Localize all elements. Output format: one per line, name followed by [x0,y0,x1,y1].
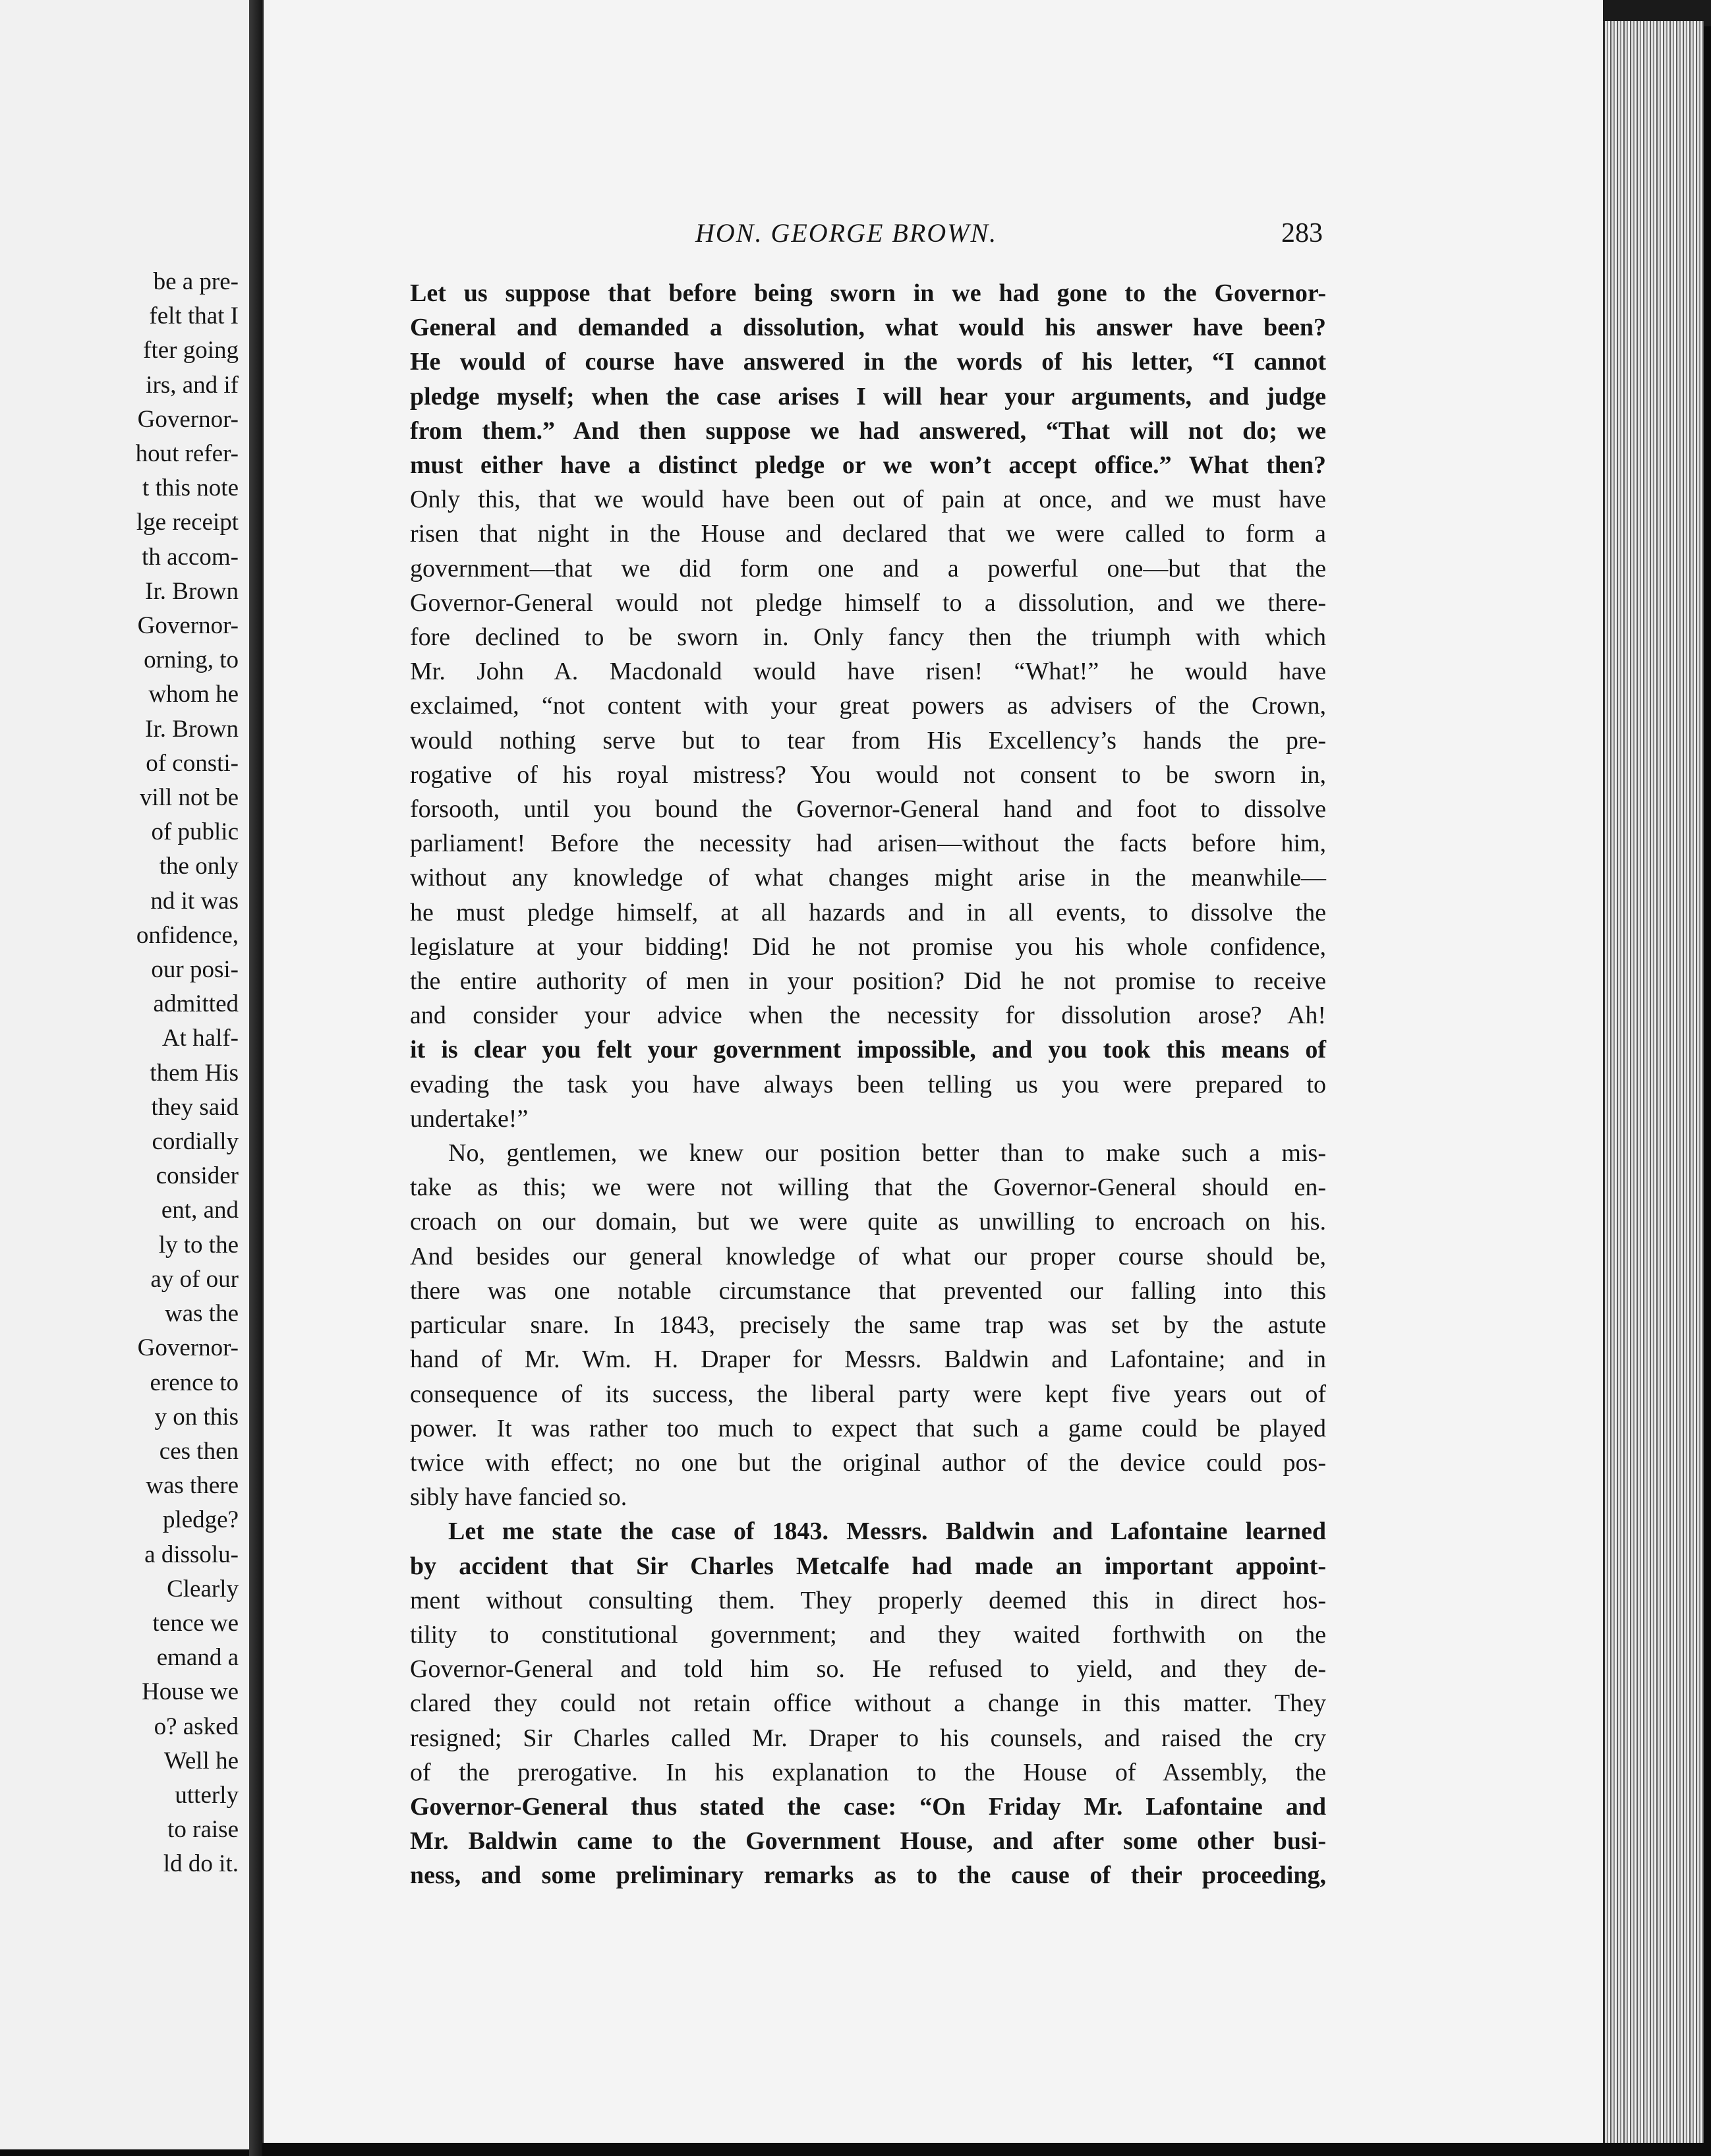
running-head: HON. GEORGE BROWN. [695,218,998,248]
text-line: ness, and some preliminary remarks as to the cause of their proceeding, [410,1861,1326,1890]
left-page-line: felt that I [149,302,239,330]
text-line: pledge myself; when the case arises I will hear your arguments, and judge [410,382,1326,411]
left-page-fragment [0,0,252,2149]
text-line: rogative of his royal mistress? You would not consent to be sworn in, [410,760,1326,789]
left-page-line: o? asked [154,1713,239,1740]
left-page-line: ly to the [158,1231,239,1259]
text-line: twice with effect; no one but the original author of the device could pos- [410,1448,1326,1477]
text-line: from them.” And then suppose we had answered, “That will not do; we [410,416,1326,445]
left-page-line: At half- [161,1025,239,1052]
text-line: particular snare. In 1843, precisely the same trap was set by the astute [410,1311,1326,1340]
left-page-line: Ir. Brown [145,577,239,605]
text-line: must either have a distinct pledge or we won’t accept office.” What then? [410,451,1326,480]
text-line: it is clear you felt your government impossible, and you took this means of [410,1036,1326,1064]
text-line: exclaimed, “not content with your great powers as advisers of the Crown, [410,692,1326,720]
left-page-line: hout refer- [135,440,239,468]
text-line: undertake!” [410,1104,529,1133]
left-page-line: admitted [153,990,239,1018]
book-page-edges [1603,21,1704,2143]
left-page-line: ld do it. [163,1850,239,1878]
text-line: hand of Mr. Wm. H. Draper for Messrs. Baldwin and Lafontaine; and in [410,1346,1326,1374]
left-page-line: consider [156,1162,239,1190]
text-line: Governor-General and told him so. He refused to yield, and they de- [410,1655,1326,1684]
left-page-line: onfidence, [136,921,239,949]
text-line: ment without consulting them. They properly deemed this in direct hos- [410,1586,1326,1614]
text-line: take as this; we were not willing that the Governor-General should en- [410,1174,1326,1202]
text-line: Governor-General would not pledge himself to a dissolution, and we there- [410,588,1326,617]
left-page-line: y on this [154,1403,239,1431]
left-page-line: t this note [142,474,239,502]
left-page-line: fter going [143,337,239,364]
left-page-line: erence to [150,1369,239,1396]
left-page-line: emand a [156,1644,239,1672]
text-line: croach on our domain, but we were quite as unwilling to encroach on his. [410,1208,1326,1236]
text-line: risen that night in the House and declared that we were called to form a [410,520,1326,548]
left-page-line: tence we [152,1609,239,1637]
left-page-line: orning, to [144,646,239,674]
left-page-line: was there [146,1472,239,1500]
text-line: evading the task you have always been telling us you were prepared to [410,1070,1326,1098]
text-line: Only this, that we would have been out of pain at once, and we must have [410,486,1326,514]
left-page-line: Ir. Brown [145,715,239,743]
left-page-line: Governor- [137,612,239,640]
left-page-line: th accom- [142,543,239,571]
text-line: tility to constitutional government; and they waited forthwith on the [410,1620,1326,1649]
text-line: government—that we did form one and a powerful one—but that the [410,554,1326,582]
left-page-line: utterly [175,1781,239,1809]
text-line: without any knowledge of what changes might arise in the meanwhile— [410,864,1326,892]
left-page-line: ces then [159,1437,239,1465]
left-page-line: be a pre- [153,268,239,295]
page-number: 283 [1281,218,1323,248]
text-line: the entire authority of men in your position? Did he not promise to receive [410,967,1326,996]
left-page-text [0,265,239,1882]
left-page-line: cordially [152,1128,239,1156]
left-page-line: whom he [148,681,239,708]
left-page-line: lge receipt [136,509,239,536]
left-page-line: pledge? [162,1506,239,1534]
left-page-line: House we [142,1678,239,1706]
text-line: fore declined to be sworn in. Only fancy then the triumph with which [410,623,1326,652]
left-page-line: a dissolu- [144,1541,239,1568]
text-line: by accident that Sir Charles Metcalfe had made an important appoint- [410,1552,1326,1580]
text-line: and consider your advice when the necessity for dissolution arose? Ah! [410,1002,1326,1030]
body-text [410,276,1326,1893]
text-line: legislature at your bidding! Did he not promise you his whole confidence, [410,932,1326,961]
text-line: Let me state the case of 1843. Messrs. Baldwin and Lafontaine learned [448,1518,1326,1546]
left-page-line: them His [150,1059,239,1087]
left-page-line: nd it was [150,887,239,915]
left-page-line: to raise [167,1816,239,1844]
text-line: Let us suppose that before being sworn in we had gone to the Governor- [410,279,1326,307]
left-page-line: vill not be [139,784,239,812]
text-line: Mr. Baldwin came to the Government House, and after some other busi- [410,1827,1326,1856]
text-line: of the prerogative. In his explanation to the House of Assembly, the [410,1758,1326,1786]
text-line: there was one notable circumstance that prevented our falling into this [410,1276,1326,1305]
text-line: No, gentlemen, we knew our position better than to make such a mis- [448,1139,1326,1168]
text-line: clared they could not retain office without a change in this matter. They [410,1689,1326,1718]
text-line: General and demanded a dissolution, what would his answer have been? [410,314,1326,342]
left-page-line: of consti- [146,749,239,777]
text-line: power. It was rather too much to expect that such a game could be played [410,1414,1326,1442]
text-line: sibly have fancied so. [410,1483,627,1512]
text-line: He would of course have answered in the words of his letter, “I cannot [410,348,1326,376]
left-page-line: was the [165,1300,239,1328]
left-page-line: Clearly [167,1575,239,1603]
left-page-line: Governor- [137,405,239,433]
text-line: Mr. John A. Macdonald would have risen! “What!” he would have [410,658,1326,686]
left-page-line: ay of our [150,1265,239,1293]
text-line: resigned; Sir Charles called Mr. Draper to his counsels, and raised the cry [410,1724,1326,1752]
left-page-line: Well he [163,1747,239,1774]
text-line: would nothing serve but to tear from His Excellency’s hands the pre- [410,726,1326,754]
left-page-line: of public [151,818,239,846]
book-gutter [249,0,262,2156]
left-page-line: irs, and if [146,371,239,399]
text-line: parliament! Before the necessity had arisen—without the facts before him, [410,830,1326,858]
left-page-line: ent, and [161,1197,239,1224]
text-line: consequence of its success, the liberal party were kept five years out of [410,1380,1326,1408]
left-page-line: the only [159,853,239,880]
text-line: Governor-General thus stated the case: “On Friday Mr. Lafontaine and [410,1792,1326,1821]
left-page-line: they said [151,1093,239,1121]
left-page-line: Governor- [137,1334,239,1362]
text-line: And besides our general knowledge of what our proper course should be, [410,1242,1326,1270]
text-line: he must pledge himself, at all hazards and in all events, to dissolve the [410,898,1326,926]
text-line: forsooth, until you bound the Governor-General hand and foot to dissolve [410,795,1326,824]
left-page-line: our posi- [151,956,239,984]
